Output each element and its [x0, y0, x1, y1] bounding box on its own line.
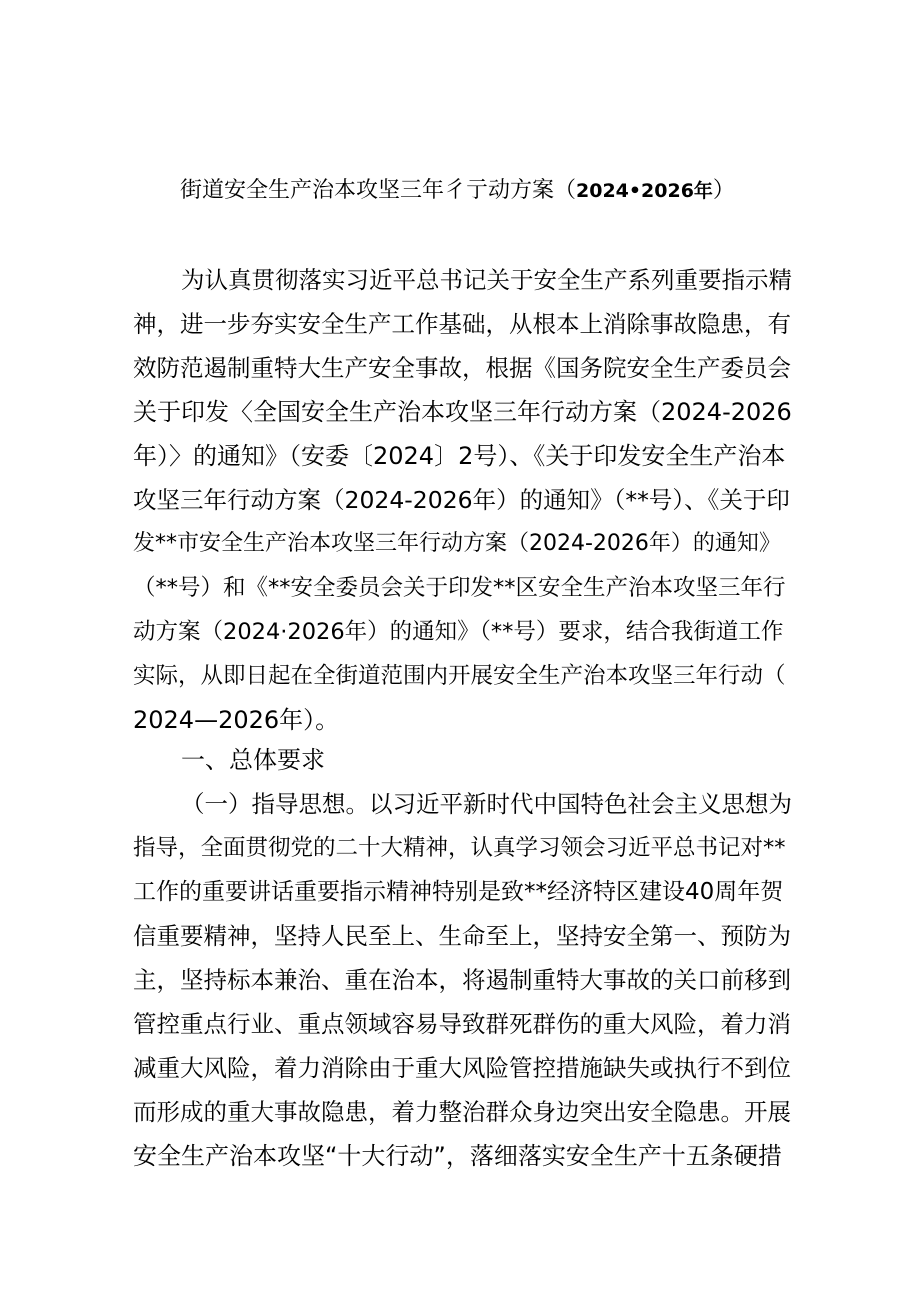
body-line: 效防范遏制重特大生产安全事故，根据《国务院安全生产委员会: [133, 354, 791, 382]
body-line: 动方案（2024·2026年）的通知》（**号）要求，结合我街道工作: [133, 619, 784, 645]
title-years: 2024•2026年: [576, 180, 713, 202]
body-line: 为认真贯彻落实习近平总书记关于安全生产系列重要指示精: [181, 266, 792, 294]
body-line: 工作的重要讲话重要指示精神特别是致**经济特区建设40周年贺: [133, 879, 784, 905]
body-line: 信重要精神，坚持人民至上、生命至上，坚持安全第一、预防为: [133, 922, 791, 950]
body-line: 2024—2026年）。: [133, 706, 340, 734]
body-line: 主，坚持标本兼治、重在治本，将遏制重特大事故的关口前移到: [133, 966, 791, 994]
body-line: 而形成的重大事故隐患，着力整治群众身边突出安全隐患。开展: [133, 1098, 791, 1126]
body-line: 管控重点行业、重点领域容易导致群死群伤的重大风险，着力消: [133, 1010, 791, 1038]
body-line: 发**市安全生产治本攻坚三年行动方案（2024-2026年）的通知》: [133, 531, 781, 556]
body-line: 指导，全面贯彻党的二十大精神，认真学习领会习近平总书记对**: [133, 835, 786, 861]
section-heading: 一、总体要求: [181, 746, 325, 774]
document-title: [180, 176, 760, 206]
body-line: 神，进一步夯实安全生产工作基础，从根本上消除事故隐患，有: [133, 310, 791, 338]
body-line: （**号）和《**安全委员会关于印发**区安全生产治本攻坚三年行: [133, 575, 786, 601]
body-line: 减重大风险，着力消除由于重大风险管控措施缺失或执行不到位: [133, 1054, 791, 1082]
body-line: 关于印发〈全国安全生产治本攻坚三年行动方案（2024-2026: [133, 398, 792, 426]
body-line: 安全生产治本攻坚“十大行动”，落细落实安全生产十五条硬措: [133, 1142, 782, 1170]
body-line: 攻坚三年行动方案（2024-2026年）的通知》（**号）、《关于印: [133, 486, 790, 514]
body-line: 年）〉的通知》（安委〔2024〕2号）、《关于印发安全生产治本: [133, 442, 786, 470]
title-main: 街道安全生产治本攻坚三年彳亍动方案（: [180, 178, 577, 203]
title-close: ）: [712, 178, 735, 203]
body-line: （一）指导思想。以习近平新时代中国特色社会主义思想为: [181, 790, 792, 818]
body-line: 实际，从即日起在全街道范围内开展安全生产治本攻坚三年行动（: [133, 663, 786, 689]
